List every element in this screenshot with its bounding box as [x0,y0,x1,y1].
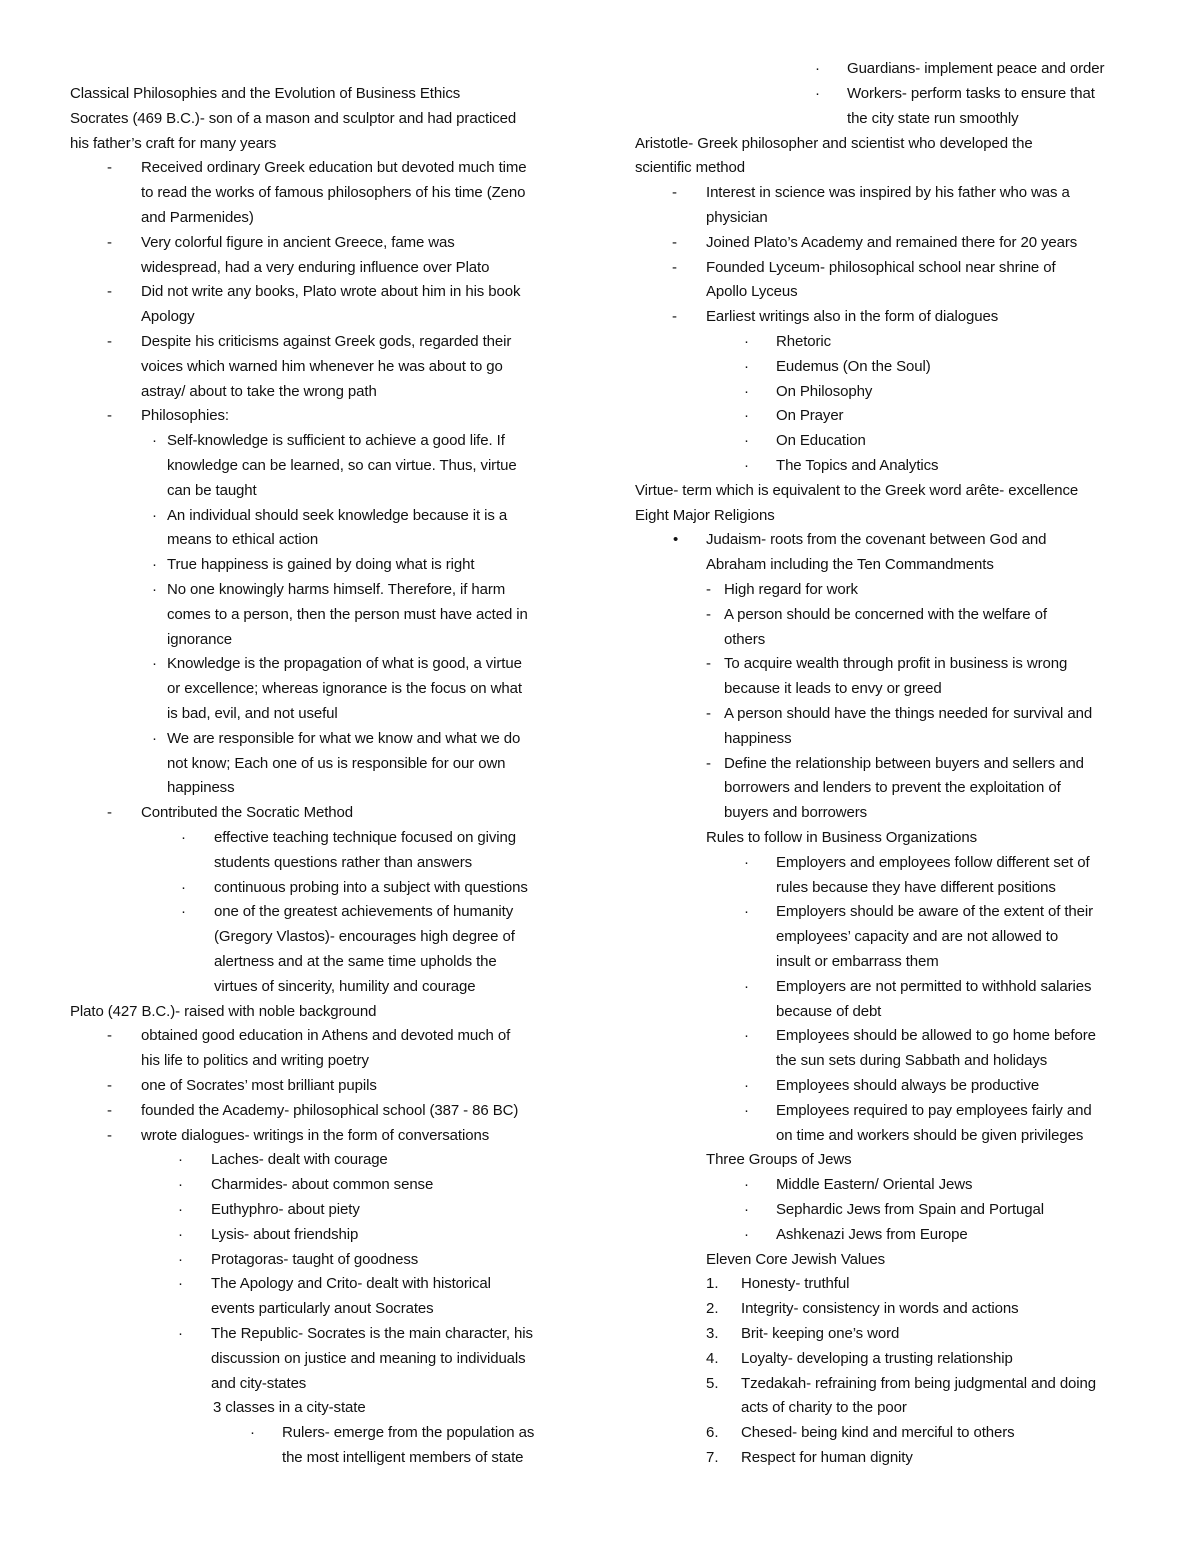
bullet-dot: · [181,903,186,921]
class-item: Workers- perform tasks to ensure that [847,85,1095,102]
bullet-dot: · [744,432,749,450]
aristotle-point: Apollo Lyceus [706,283,798,301]
dialogue-item: discussion on justice and meaning to individuals [211,1349,526,1367]
rule-item: because of debt [776,1002,882,1020]
value-item: acts of charity to the poor [741,1399,907,1417]
class-item: the most intelligent members of state [282,1449,524,1466]
bullet-dot: · [744,407,749,425]
socratic-method-item: virtues of sincerity, humility and courage [214,977,476,995]
value-item: Integrity- consistency in words and actions [741,1300,1019,1318]
dash-bullet: - [107,1077,112,1094]
dialogue-item: Charmides- about common sense [211,1176,434,1194]
socrates-point: Despite his criticisms against Greek gods, regarded their [141,333,512,350]
dash-bullet: - [672,184,677,202]
judaism-point: High regard for work [724,581,858,598]
rule-item: Employees required to pay employees fairly and [776,1101,1092,1119]
aristotle-writing: Rhetoric [776,333,832,350]
socratic-method-item: effective teaching technique focused on giving [214,829,517,846]
philosophy-item: not know; Each one of us is responsible for our own [167,754,506,772]
value-number: 3. [706,1325,719,1342]
socratic-method-item: students questions rather than answers [214,853,473,871]
bullet-dot: · [178,1151,183,1169]
dash-bullet: - [672,233,677,251]
socratic-method-item: alertness and at the same time upholds the [214,953,497,970]
group-item: Middle Eastern/ Oriental Jews [776,1176,973,1194]
bullet-dot: · [152,506,157,524]
philosophy-item: happiness [167,779,235,797]
bullet-dot: · [181,829,186,846]
plato-point: founded the Academy- philosophical school (387 - 86 BC) [141,1101,519,1119]
plato-point: one of Socrates’ most brilliant pupils [141,1077,377,1094]
bullet-dot: · [152,655,157,673]
bullet-dot: · [744,1201,749,1218]
socrates-point: voices which warned him whenever he was about to go [141,357,503,375]
judaism-intro: Abraham including the Ten Commandments [706,556,994,574]
judaism-intro: Judaism- roots from the covenant between God and [706,531,1047,549]
aristotle-writing: On Philosophy [776,382,873,400]
rule-item: employees’ capacity and are not allowed to [776,928,1059,946]
socrates-point: Very colorful figure in ancient Greece, fame was [141,233,455,251]
socrates-point: Apology [141,308,195,326]
bullet-dot: · [744,1225,749,1243]
dash-bullet: - [672,308,677,326]
dash-bullet: - [706,754,711,772]
groups-heading: Three Groups of Jews [706,1151,852,1169]
rule-item: Employers and employees follow different set of [776,853,1090,871]
dialogue-item: Laches- dealt with courage [211,1151,388,1169]
dash-bullet: - [107,233,112,251]
value-number: 4. [706,1349,719,1367]
philosophy-item: can be taught [167,481,257,499]
bullet-dot: · [152,432,157,450]
socrates-point: Did not write any books, Plato wrote about him in his book [141,283,521,301]
value-number: 5. [706,1374,719,1392]
judaism-point: others [724,630,766,648]
dialogue-item: events particularly anout Socrates [211,1300,434,1318]
bullet-dot: · [744,1176,749,1194]
bullet-dot: · [152,729,157,747]
value-item: Respect for human dignity [741,1449,913,1466]
philosophy-item: or excellence; whereas ignorance is the focus on what [167,680,522,698]
bullet-dot: · [181,878,186,896]
socrates-intro: Socrates (469 B.C.)- son of a mason and sculptor and had practiced [70,109,517,127]
bullet-dot: · [744,977,749,995]
aristotle-writing: The Topics and Analytics [776,457,939,474]
bullet-dot: · [744,1101,749,1119]
socrates-point: and Parmenides) [141,209,254,226]
bullet-dot: · [815,85,820,102]
plato-intro: Plato (427 B.C.)- raised with noble background [70,1002,377,1020]
aristotle-point: Founded Lyceum- philosophical school near shrine of [706,258,1056,276]
classes-heading: 3 classes in a city-state [213,1399,366,1417]
rule-item: the sun sets during Sabbath and holidays [776,1052,1048,1070]
plato-point: obtained good education in Athens and devoted much of [141,1027,511,1045]
rule-item: on time and workers should be given privileges [776,1126,1084,1144]
diamond-bullet: • [673,531,679,549]
dash-bullet: - [706,581,711,598]
philosophy-item: means to ethical action [167,531,319,549]
philosophy-item: Self-knowledge is sufficient to achieve a good life. If [167,432,505,450]
bullet-dot: · [178,1176,183,1194]
value-number: 7. [706,1449,719,1466]
dash-bullet: - [706,605,711,623]
bullet-dot: · [178,1225,183,1243]
bullet-dot: · [744,382,749,400]
bullet-dot: · [178,1275,183,1293]
dash-bullet: - [107,407,112,425]
dash-bullet: - [672,258,677,276]
judaism-point: Define the relationship between buyers and sellers and [724,754,1084,772]
dash-bullet: - [706,705,711,722]
philosophy-item: Knowledge is the propagation of what is good, a virtue [167,655,522,673]
dash-bullet: - [107,804,112,822]
bullet-dot: · [178,1250,183,1268]
dash-bullet: - [706,655,711,673]
dialogue-item: Euthyphro- about piety [211,1201,360,1218]
socrates-point: Received ordinary Greek education but devoted much time [141,159,527,177]
dialogue-item: and city-states [211,1374,307,1392]
religions-heading: Eight Major Religions [635,506,775,524]
bullet-dot: · [250,1424,255,1442]
judaism-point: borrowers and lenders to prevent the exploitation of [724,779,1061,797]
value-item: Chesed- being kind and merciful to others [741,1424,1015,1442]
socrates-point: Philosophies: [141,407,229,425]
bullet-dot: · [152,556,157,574]
rule-item: insult or embarrass them [776,953,939,970]
philosophy-item: is bad, evil, and not useful [167,705,338,722]
judaism-point: A person should be concerned with the welfare of [724,605,1047,623]
dash-bullet: - [107,1126,112,1144]
page-title: Classical Philosophies and the Evolution of Business Ethics [70,85,461,102]
rule-item: Employees should always be productive [776,1077,1040,1094]
philosophy-item: knowledge can be learned, so can virtue. Thus, virtue [167,457,517,474]
bullet-dot: · [744,853,749,871]
dash-bullet: - [107,283,112,301]
aristotle-point: physician [706,209,768,226]
rule-item: Employees should be allowed to go home before [776,1027,1096,1045]
dash-bullet: - [107,1101,112,1119]
socratic-method-item: one of the greatest achievements of humanity [214,903,514,921]
dialogue-item: Protagoras- taught of goodness [211,1250,419,1268]
philosophy-item: True happiness is gained by doing what is right [167,556,475,574]
judaism-point: because it leads to envy or greed [724,680,942,698]
dialogue-item: The Apology and Crito- dealt with historical [211,1275,491,1293]
group-item: Ashkenazi Jews from Europe [776,1225,968,1243]
class-item: the city state run smoothly [847,109,1019,127]
value-number: 2. [706,1300,719,1318]
socrates-point: to read the works of famous philosophers of his time (Zeno [141,184,526,202]
class-item: Rulers- emerge from the population as [282,1424,535,1442]
plato-point: his life to politics and writing poetry [141,1052,369,1070]
socratic-method-heading: Contributed the Socratic Method [141,804,354,822]
philosophy-item: We are responsible for what we know and what we do [167,729,521,747]
socrates-point: widespread, had a very enduring influence over Plato [141,258,490,276]
bullet-dot: · [744,1027,749,1045]
bullet-dot: · [744,357,749,375]
socrates-intro: his father’s craft for many years [70,134,277,152]
socratic-method-item: continuous probing into a subject with questions [214,878,528,896]
value-item: Tzedakah- refraining from being judgmental and doing [741,1374,1097,1392]
virtue-definition: Virtue- term which is equivalent to the Greek word arête- excellence [635,481,1079,499]
philosophy-item: comes to a person, then the person must have acted in [167,605,528,623]
rule-item: Employers should be aware of the extent of their [776,903,1094,921]
group-item: Sephardic Jews from Spain and Portugal [776,1201,1045,1218]
bullet-dot: · [178,1325,183,1342]
aristotle-point: Interest in science was inspired by his father who was a [706,184,1070,202]
bullet-dot: · [152,581,157,598]
aristotle-writing: Eudemus (On the Soul) [776,357,931,375]
philosophy-item: An individual should seek knowledge because it is a [167,506,508,524]
bullet-dot: · [178,1201,183,1218]
dash-bullet: - [107,333,112,350]
socrates-point: astray/ about to take the wrong path [141,382,377,400]
bullet-dot: · [744,457,749,474]
judaism-point: happiness [724,729,792,747]
value-number: 6. [706,1424,719,1442]
value-item: Loyalty- developing a trusting relationship [741,1349,1013,1367]
values-heading: Eleven Core Jewish Values [706,1250,885,1268]
aristotle-writing: On Education [776,432,866,450]
dialogue-item: Lysis- about friendship [211,1225,359,1243]
rules-heading: Rules to follow in Business Organizations [706,829,978,846]
philosophy-item: ignorance [167,630,232,648]
judaism-point: To acquire wealth through profit in business is wrong [724,655,1068,673]
judaism-point: A person should have the things needed for survival and [724,705,1093,722]
dash-bullet: - [107,159,112,177]
socratic-method-item: (Gregory Vlastos)- encourages high degree of [214,928,515,946]
value-item: Brit- keeping one’s word [741,1325,900,1342]
plato-point: wrote dialogues- writings in the form of conversations [141,1126,490,1144]
aristotle-point: Joined Plato’s Academy and remained there for 20 years [706,233,1078,251]
aristotle-point: Earliest writings also in the form of dialogues [706,308,999,326]
class-item: Guardians- implement peace and order [847,60,1105,78]
value-item: Honesty- truthful [741,1275,850,1293]
bullet-dot: · [744,1077,749,1094]
judaism-point: buyers and borrowers [724,804,868,822]
bullet-dot: · [744,903,749,921]
aristotle-intro: scientific method [635,159,746,177]
dash-bullet: - [107,1027,112,1045]
philosophy-item: No one knowingly harms himself. Therefore, if harm [167,581,506,598]
rule-item: Employers are not permitted to withhold salaries [776,977,1092,995]
value-number: 1. [706,1275,719,1293]
aristotle-writing: On Prayer [776,407,844,425]
bullet-dot: · [815,60,820,78]
dialogue-item: The Republic- Socrates is the main character, his [211,1325,533,1342]
bullet-dot: · [744,333,749,350]
aristotle-intro: Aristotle- Greek philosopher and scientist who developed the [635,134,1033,152]
rule-item: rules because they have different positions [776,878,1056,896]
